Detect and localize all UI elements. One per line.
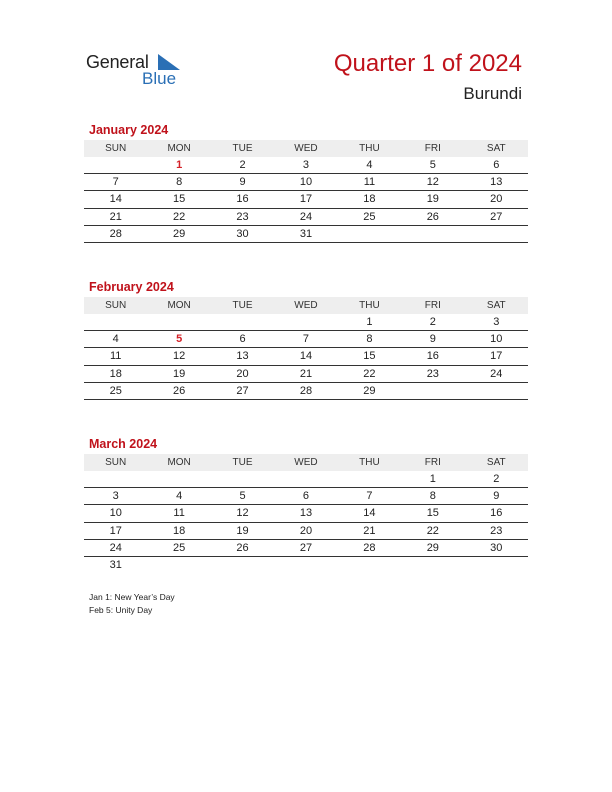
weekday-header-row [84, 454, 528, 471]
empty-day-cell [338, 556, 401, 573]
week-row [84, 174, 528, 191]
country-name: Burundi [463, 84, 522, 103]
month-calendar-table [84, 297, 528, 400]
day-cell: 5 [147, 331, 210, 348]
month-weeks [84, 314, 528, 399]
day-cell: 22 [147, 208, 210, 225]
weekday-header-tue: TUE [211, 140, 274, 157]
empty-day-cell [401, 382, 464, 399]
day-cell: 26 [211, 539, 274, 556]
day-cell: 19 [401, 191, 464, 208]
week-row [84, 471, 528, 488]
day-cell: 25 [338, 208, 401, 225]
day-cell: 10 [465, 331, 528, 348]
weekday-header-sun: SUN [84, 140, 147, 157]
day-cell: 10 [84, 505, 147, 522]
weekday-header-mon: MON [147, 140, 210, 157]
empty-day-cell [465, 225, 528, 242]
generalblue-logo [86, 52, 196, 92]
day-cell: 27 [211, 382, 274, 399]
day-cell: 20 [465, 191, 528, 208]
day-cell: 20 [211, 365, 274, 382]
weekday-header-sat: SAT [465, 454, 528, 471]
week-row [84, 225, 528, 242]
weekday-header-wed: WED [274, 297, 337, 314]
day-cell: 4 [338, 157, 401, 174]
day-cell: 11 [84, 348, 147, 365]
day-cell: 8 [401, 488, 464, 505]
day-cell: 16 [211, 191, 274, 208]
month-calendar-table [84, 454, 528, 573]
empty-day-cell [401, 556, 464, 573]
day-cell: 2 [211, 157, 274, 174]
day-cell: 9 [465, 488, 528, 505]
weekday-header-sat: SAT [465, 297, 528, 314]
day-cell: 16 [401, 348, 464, 365]
month-block-february [84, 279, 528, 400]
month-weeks [84, 471, 528, 573]
day-cell: 26 [147, 382, 210, 399]
day-cell: 25 [84, 382, 147, 399]
day-cell: 17 [84, 522, 147, 539]
day-cell: 3 [465, 314, 528, 331]
day-cell: 2 [401, 314, 464, 331]
day-cell: 16 [465, 505, 528, 522]
day-cell: 8 [147, 174, 210, 191]
day-cell: 29 [147, 225, 210, 242]
day-cell: 22 [338, 365, 401, 382]
week-row [84, 382, 528, 399]
day-cell: 11 [147, 505, 210, 522]
empty-day-cell [274, 314, 337, 331]
weekday-header-fri: FRI [401, 140, 464, 157]
day-cell: 18 [147, 522, 210, 539]
day-cell: 24 [465, 365, 528, 382]
day-cell: 6 [211, 331, 274, 348]
day-cell: 19 [147, 365, 210, 382]
week-row [84, 157, 528, 174]
weekday-header-thu: THU [338, 454, 401, 471]
holiday-note: Jan 1: New Year’s Day [89, 592, 175, 602]
day-cell: 28 [84, 225, 147, 242]
weekday-header-tue: TUE [211, 454, 274, 471]
weekday-header-mon: MON [147, 454, 210, 471]
day-cell: 7 [274, 331, 337, 348]
holiday-note: Feb 5: Unity Day [89, 605, 153, 615]
empty-day-cell [211, 314, 274, 331]
week-row [84, 208, 528, 225]
week-row [84, 505, 528, 522]
day-cell: 8 [338, 331, 401, 348]
empty-day-cell [84, 157, 147, 174]
day-cell: 21 [338, 522, 401, 539]
weekday-header-thu: THU [338, 140, 401, 157]
month-block-march [84, 436, 528, 573]
week-row [84, 365, 528, 382]
day-cell: 10 [274, 174, 337, 191]
day-cell: 6 [465, 157, 528, 174]
holiday-notes [89, 591, 175, 617]
day-cell: 3 [84, 488, 147, 505]
weekday-header-sun: SUN [84, 454, 147, 471]
day-cell: 29 [401, 539, 464, 556]
day-cell: 5 [401, 157, 464, 174]
day-cell: 13 [465, 174, 528, 191]
empty-day-cell [401, 225, 464, 242]
day-cell: 7 [338, 488, 401, 505]
week-row [84, 191, 528, 208]
empty-day-cell [84, 471, 147, 488]
empty-day-cell [465, 382, 528, 399]
page-title: Quarter 1 of 2024 [333, 50, 522, 77]
day-cell: 12 [147, 348, 210, 365]
day-cell: 5 [211, 488, 274, 505]
month-title: January 2024 [89, 123, 169, 137]
day-cell: 1 [147, 157, 210, 174]
day-cell: 9 [401, 331, 464, 348]
weekday-header-row [84, 140, 528, 157]
day-cell: 11 [338, 174, 401, 191]
day-cell: 24 [84, 539, 147, 556]
day-cell: 27 [274, 539, 337, 556]
weekday-header-wed: WED [274, 140, 337, 157]
day-cell: 23 [211, 208, 274, 225]
day-cell: 4 [84, 331, 147, 348]
logo-text-blue: Blue [142, 69, 177, 88]
day-cell: 15 [147, 191, 210, 208]
day-cell: 29 [338, 382, 401, 399]
empty-day-cell [274, 556, 337, 573]
day-cell: 18 [338, 191, 401, 208]
day-cell: 18 [84, 365, 147, 382]
empty-day-cell [84, 314, 147, 331]
empty-day-cell [147, 314, 210, 331]
day-cell: 4 [147, 488, 210, 505]
day-cell: 12 [211, 505, 274, 522]
day-cell: 6 [274, 488, 337, 505]
day-cell: 23 [465, 522, 528, 539]
empty-day-cell [211, 556, 274, 573]
weekday-header-sat: SAT [465, 140, 528, 157]
day-cell: 30 [211, 225, 274, 242]
month-block-january [84, 122, 528, 243]
day-cell: 9 [211, 174, 274, 191]
empty-day-cell [338, 225, 401, 242]
day-cell: 23 [401, 365, 464, 382]
empty-day-cell [465, 556, 528, 573]
empty-day-cell [211, 471, 274, 488]
day-cell: 21 [274, 365, 337, 382]
empty-day-cell [338, 471, 401, 488]
month-weeks [84, 157, 528, 242]
day-cell: 3 [274, 157, 337, 174]
week-row [84, 539, 528, 556]
empty-day-cell [147, 471, 210, 488]
day-cell: 14 [274, 348, 337, 365]
day-cell: 2 [465, 471, 528, 488]
empty-day-cell [274, 471, 337, 488]
week-row [84, 348, 528, 365]
logo-triangle-icon [158, 54, 180, 70]
weekday-header-thu: THU [338, 297, 401, 314]
weekday-header-tue: TUE [211, 297, 274, 314]
day-cell: 7 [84, 174, 147, 191]
day-cell: 27 [465, 208, 528, 225]
day-cell: 13 [274, 505, 337, 522]
week-row [84, 556, 528, 573]
day-cell: 31 [274, 225, 337, 242]
day-cell: 24 [274, 208, 337, 225]
day-cell: 30 [465, 539, 528, 556]
day-cell: 28 [274, 382, 337, 399]
day-cell: 20 [274, 522, 337, 539]
day-cell: 21 [84, 208, 147, 225]
weekday-header-mon: MON [147, 297, 210, 314]
day-cell: 17 [465, 348, 528, 365]
month-calendar-table [84, 140, 528, 243]
day-cell: 28 [338, 539, 401, 556]
day-cell: 25 [147, 539, 210, 556]
weekday-header-sun: SUN [84, 297, 147, 314]
day-cell: 13 [211, 348, 274, 365]
week-row [84, 331, 528, 348]
day-cell: 31 [109, 559, 122, 572]
week-row [84, 522, 528, 539]
day-cell: 19 [211, 522, 274, 539]
month-title: March 2024 [89, 437, 158, 451]
day-cell: 12 [401, 174, 464, 191]
day-cell: 1 [401, 471, 464, 488]
day-cell: 22 [401, 522, 464, 539]
logo-text-general: General [86, 52, 149, 72]
weekday-header-row [84, 297, 528, 314]
day-cell: 15 [338, 348, 401, 365]
month-title: February 2024 [89, 280, 174, 294]
day-cell: 1 [338, 314, 401, 331]
weekday-header-fri: FRI [401, 454, 464, 471]
day-cell: 26 [401, 208, 464, 225]
weekday-header-fri: FRI [401, 297, 464, 314]
day-cell: 14 [84, 191, 147, 208]
week-row [84, 488, 528, 505]
day-cell: 14 [338, 505, 401, 522]
weekday-header-wed: WED [274, 454, 337, 471]
day-cell: 17 [274, 191, 337, 208]
week-row [84, 314, 528, 331]
empty-day-cell [147, 556, 210, 573]
day-cell: 15 [401, 505, 464, 522]
